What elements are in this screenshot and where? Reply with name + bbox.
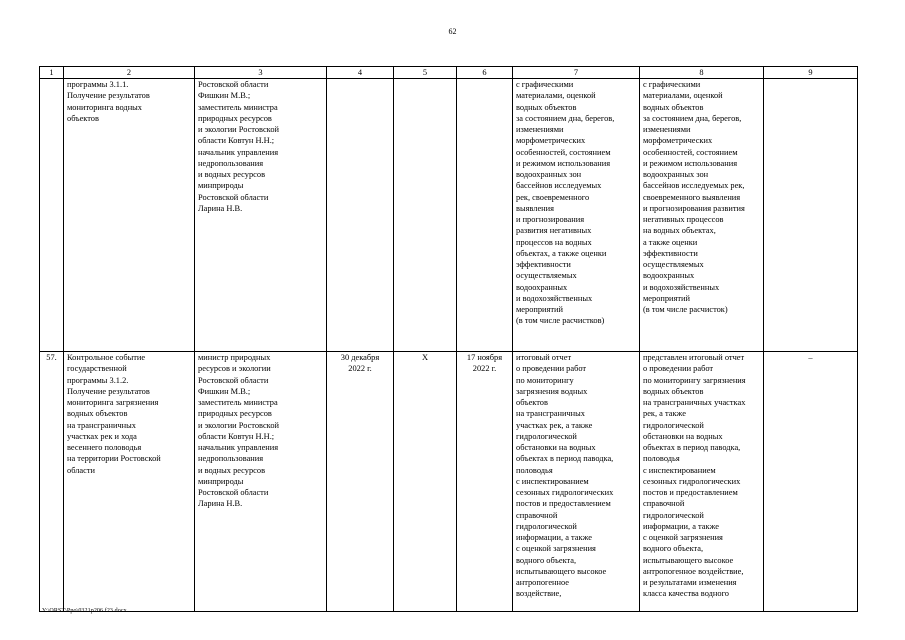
actual-result-cell: представлен итоговый отчет о проведении работ по мониторингу загрязнения водных объектов на трансграничных участках рек, а также гидрологической обстановки на водных объектах в период паводка, половодья с инспектированием сезонных гидрологических постов и предоставлением справочной гидрологической информации, а также с оценкой загрязнения водного объекта, испытывающего высокое антропогенное воздействие, и результатами изменения класса качества водного	[640, 352, 764, 612]
header-cell: 9	[764, 67, 858, 79]
col5-cell	[394, 79, 457, 352]
event-cell: программы 3.1.1. Получение результатов мониторинга водных объектов	[64, 79, 195, 352]
header-cell: 4	[327, 67, 394, 79]
actual-date-cell: 17 ноября 2022 г.	[457, 352, 513, 612]
responsible-cell: Ростовской области Фишкин М.В.; заместитель министра природных ресурсов и экологии Ростовской области Ковтун Н.Н.; начальник управления недропользования и водных ресурсов минприроды Ростовской области Ларина Н.В.	[195, 79, 327, 352]
header-cell: 6	[457, 67, 513, 79]
planned-date-cell: 30 декабря 2022 г.	[327, 352, 394, 612]
table-row	[40, 79, 858, 352]
event-cell: Контрольное событие государственной программы 3.1.2. Получение результатов мониторинга загрязнения водных объектов на трансграничных участках рек и хода весеннего половодья на территории Ростовской области	[64, 352, 195, 612]
column-number-row	[40, 67, 858, 79]
planned-date-cell	[327, 79, 394, 352]
header-cell: 5	[394, 67, 457, 79]
report-table	[39, 66, 858, 612]
col5-cell: Х	[394, 352, 457, 612]
row-number-cell	[40, 79, 64, 352]
actual-result-cell: с графическими материалами, оценкой водных объектов за состоянием дна, берегов, изменениями морфометрических особенностей, состоянием и режимом использования водоохранных зон бассейнов исследуемых рек, своевременного выявления и прогнозирования развития негативных процессов на водных объектах, а также оценки эффективности осуществляемых водоохранных и водохозяйственных мероприятий (в том числе расчисток)	[640, 79, 764, 352]
expected-result-cell: итоговый отчет о проведении работ по мониторингу загрязнения водных объектов на трансграничных участках рек, а также гидрологической обстановки на водных объектах в период паводка, половодья с инспектированием сезонных гидрологических постов и предоставлением справочной гидрологической информации, а также с оценкой загрязнения водного объекта, испытывающего высокое антропогенное воздействие,	[513, 352, 640, 612]
table-row	[40, 352, 858, 612]
file-path-footer: Y:\ORST\Ppo\0321p206.f23.docx	[42, 608, 127, 614]
actual-date-cell	[457, 79, 513, 352]
header-cell: 3	[195, 67, 327, 79]
header-cell: 1	[40, 67, 64, 79]
page-number: 62	[448, 27, 457, 36]
note-cell	[764, 79, 858, 352]
responsible-cell: министр природных ресурсов и экологии Ростовской области Фишкин М.В.; заместитель министра природных ресурсов и экологии Ростовской области Ковтун Н.Н.; начальник управления недропользования и водных ресурсов минприроды Ростовской области Ларина Н.В.	[195, 352, 327, 612]
header-cell: 7	[513, 67, 640, 79]
note-cell: –	[764, 352, 858, 612]
expected-result-cell: с графическими материалами, оценкой водных объектов за состоянием дна, берегов, изменениями морфометрических особенностей, состоянием и режимом использования водоохранных зон бассейнов исследуемых рек, своевременного выявления и прогнозирования развития негативных процессов на водных объектах, а также оценки эффективности осуществляемых водоохранных и водохозяйственных мероприятий (в том числе расчистков)	[513, 79, 640, 352]
header-cell: 8	[640, 67, 764, 79]
header-cell: 2	[64, 67, 195, 79]
row-number-cell: 57.	[40, 352, 64, 612]
